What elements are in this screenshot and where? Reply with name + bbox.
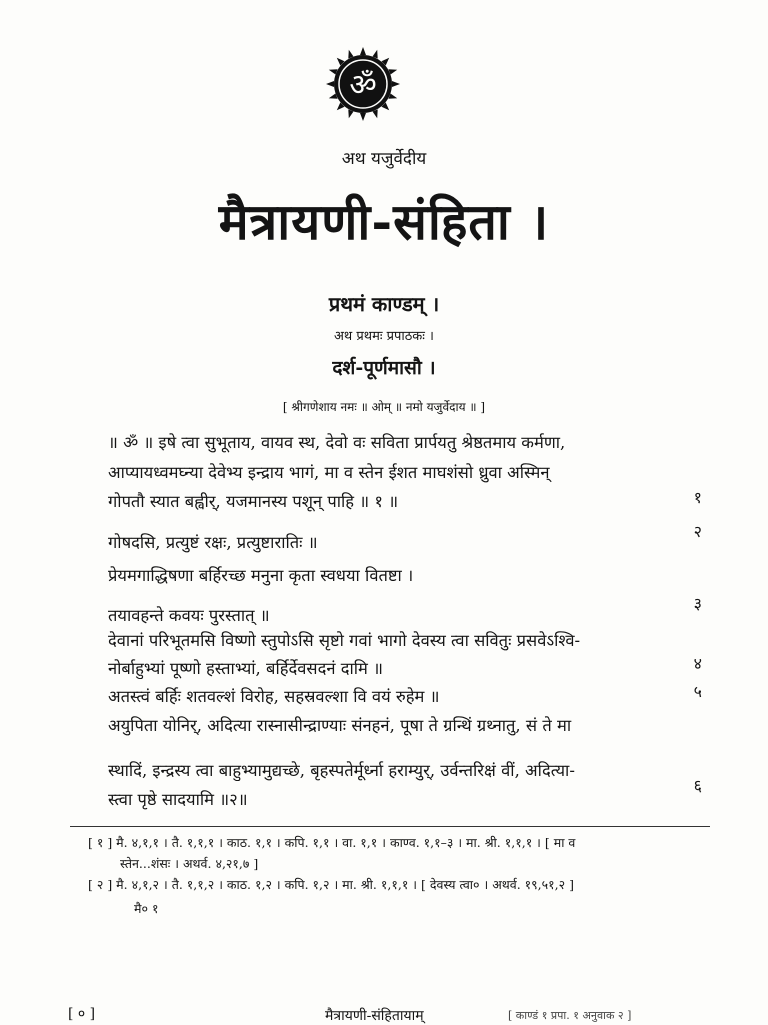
text-line: गोषदसि, प्रत्युष्टं रक्षः, प्रत्युष्टारातिः ॥ <box>108 533 318 552</box>
om-emblem-icon <box>325 46 401 122</box>
text-line: गोपतौ स्यात बह्वीर्, यजमानस्य पशून् पाहि ॥ १ ॥ <box>108 492 399 511</box>
text-line: देवानां परिभूतमसि विष्णो स्तुपोऽसि सृष्टो गवां भागो देवस्य त्वा सवितुः प्रसवेऽश्वि- <box>108 631 581 650</box>
invocation-line: [ श्रीगणेशाय नमः ॥ ओम् ॥ नमो यजुर्वेदाय ॥ ] <box>282 400 486 414</box>
footnote-line: [ २ ] मै. ४,१,२ । तै. १,१,२ । काठ. १,२ । कपि. १,२ । मा. श्री. १,१,१ । [ देवस्य त्वा० । अथर्व. १९,५१,२ ] <box>88 877 574 892</box>
running-section-ref: [ काण्डं १ प्रपा. १ अनुवाक २ ] <box>508 1009 632 1022</box>
text-line: स्त्वा पृष्ठे सादयामि ॥२॥ <box>108 790 248 809</box>
text-line: आप्यायध्वमघ्न्या देवेभ्य इन्द्राय भागं, मा व स्तेन ईशत माघशंसो ध्रुवा अस्मिन् <box>108 463 550 482</box>
verse-number: १ <box>693 488 702 507</box>
prapathaka-heading: अथ प्रथमः प्रपाठकः । <box>334 329 434 344</box>
text-line: अतस्त्वं बर्हिः शतवल्शं विरोह, सहस्रवल्शा वि वयं रुहेम ॥ <box>108 687 440 706</box>
verse-number: ५ <box>693 682 702 701</box>
pre-title: अथ यजुर्वेदीय <box>341 149 427 169</box>
text-line: प्रेयमगाद्धिषणा बर्हिरच्छ मनुना कृता स्वधया वितष्टा । <box>108 566 414 585</box>
text-line: अयुपिता योनिर्, अदित्या रास्नासीन्द्राण्याः संनहनं, पूषा ते ग्रन्थिं ग्रथ्नातु, सं ते मा <box>108 716 572 735</box>
section-subtitle: दर्श-पूर्णमासौ । <box>332 357 436 379</box>
text-line: स्थादिं, इन्द्रस्य त्वा बाहुभ्यामुद्यच्छे, बृहस्पतेर्मूर्ध्ना हराम्युर्, उर्वन्तरिक्षं वीं, अदित्या- <box>108 761 575 780</box>
footnote-line: [ १ ] मै. ४,१,१ । तै. १,१,१ । काठ. १,१ । कपि. १,१ । वा. १,१ । काण्व. १,१–३ । मा. श्री. १,१,१ । [ मा व <box>88 835 576 850</box>
footnote-divider <box>70 826 710 827</box>
page-number-mark: [ ० ] <box>68 1006 96 1022</box>
verse-number: ३ <box>693 594 702 613</box>
verse-number: ६ <box>693 776 702 795</box>
verse-number: २ <box>693 522 702 541</box>
om-glyph: ॐ <box>349 68 377 103</box>
verse-number: ४ <box>693 654 702 673</box>
text-line: तयावहन्ते कवयः पुरस्तात् ॥ <box>108 606 270 625</box>
footnote-line: मै० १ <box>134 901 159 916</box>
kanda-heading: प्रथमं काण्डम् । <box>328 292 440 316</box>
running-title: मैत्रायणी-संहितायाम् <box>325 1008 424 1024</box>
page-title: मैत्रायणी-संहिता । <box>218 192 550 251</box>
footnote-line: स्तेन...शंसः । अथर्व. ४,२१,७ ] <box>120 856 259 871</box>
text-line: ॥ ॐ ॥ इषे त्वा सुभूताय, वायव स्थ, देवो वः सविता प्रार्पयतु श्रेष्ठतमाय कर्मणा, <box>108 433 566 452</box>
text-line: नोर्बाहुभ्यां पूष्णो हस्ताभ्यां, बर्हिर्देवसदनं दामि ॥ <box>108 659 384 678</box>
